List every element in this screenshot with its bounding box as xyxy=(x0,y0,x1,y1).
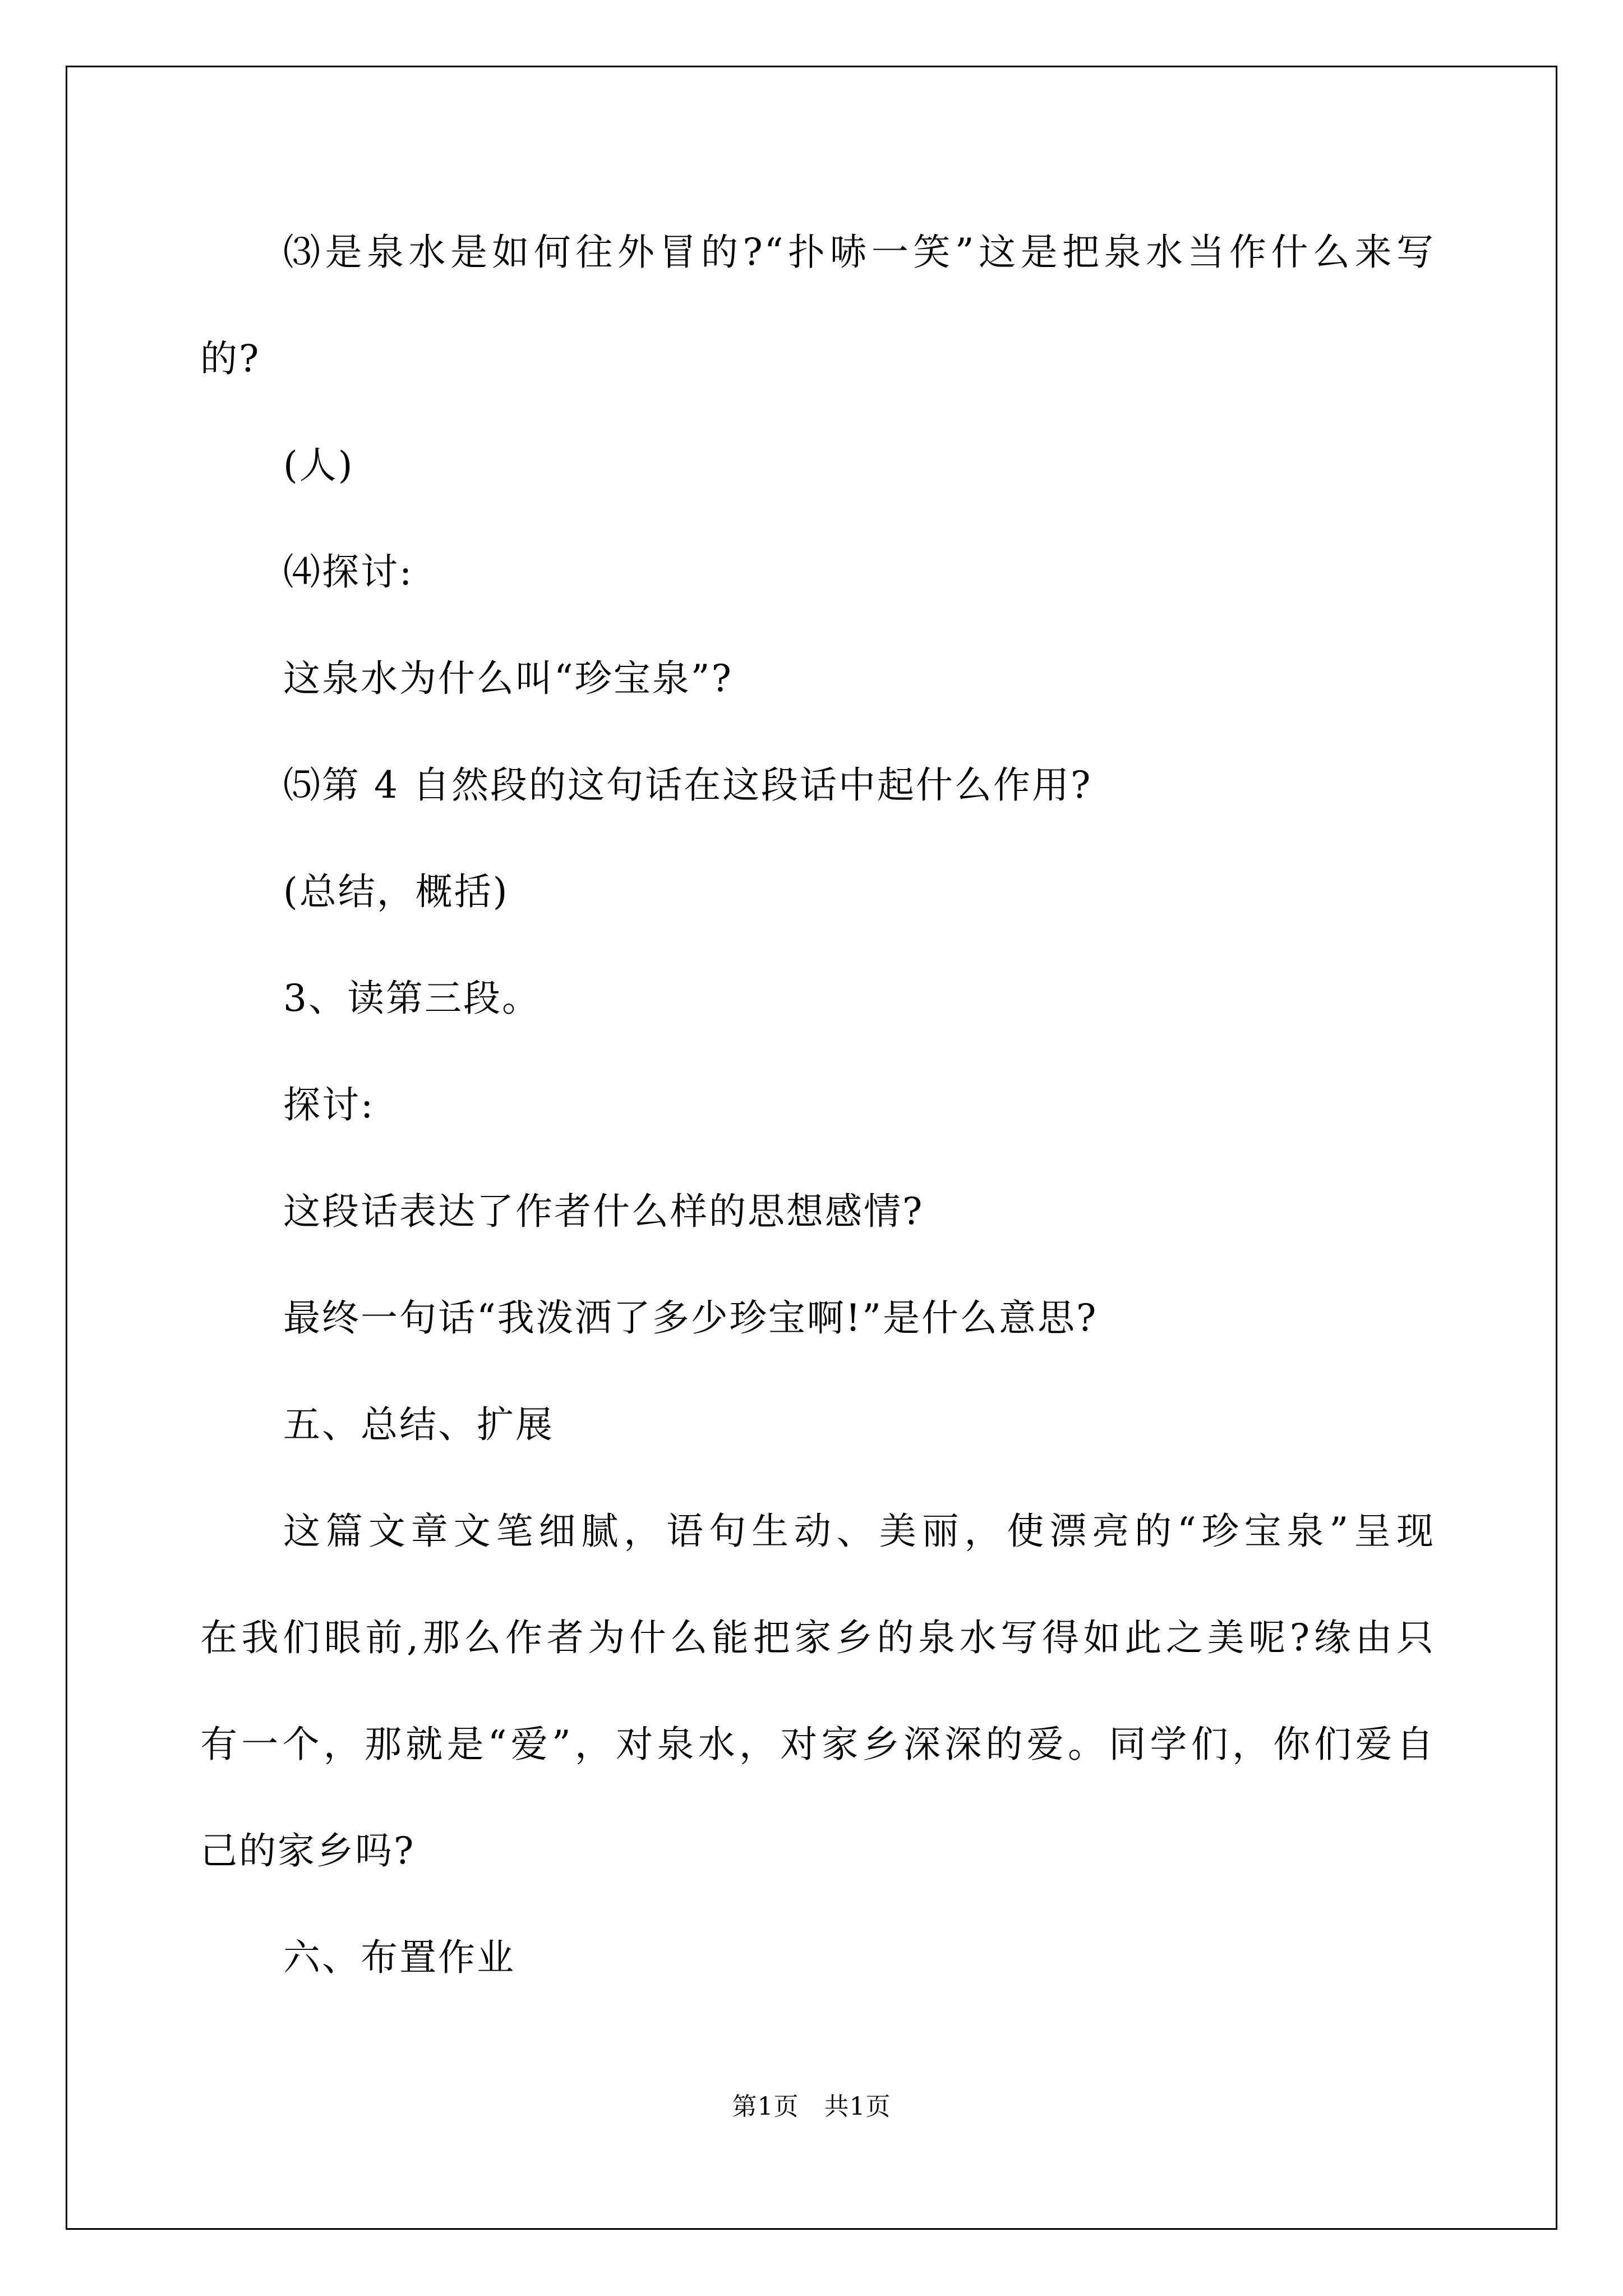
paragraph-line-3: 有一个，那就是“爱”，对泉水，对家乡深深的爱。同学们，你们爱自 xyxy=(200,1723,1435,1766)
paragraph-line-2: 在我们眼前,那么作者为什么能把家乡的泉水写得如此之美呢?缘由只 xyxy=(200,1616,1435,1659)
text-line-answer-person: (人) xyxy=(283,444,354,487)
text-line-read-third: 3、读第三段。 xyxy=(283,977,541,1020)
text-line-q3-continued: 的? xyxy=(200,337,261,380)
page-border xyxy=(66,66,1557,2230)
text-line-q4-question: 这泉水为什么叫“珍宝泉”? xyxy=(283,657,733,700)
text-line-feeling-question: 这段话表达了作者什么样的思想感情? xyxy=(283,1190,924,1233)
text-line-discuss: 探讨: xyxy=(283,1083,375,1126)
page-footer: 第1页 共1页 xyxy=(732,2092,891,2121)
section-heading-summary: 五、总结、扩展 xyxy=(283,1403,554,1446)
text-line-q4: ⑷探讨: xyxy=(283,550,414,593)
text-line-answer-summary: (总结，概括) xyxy=(283,870,509,913)
text-line-q5: ⑸第 4 自然段的这句话在这段话中起什么作用? xyxy=(283,763,1092,807)
section-heading-homework: 六、布置作业 xyxy=(283,1936,515,1979)
paragraph-line-4: 己的家乡吗? xyxy=(200,1829,416,1872)
paragraph-line-1: 这篇文章文笔细腻，语句生动、美丽，使漂亮的“珍宝泉”呈现 xyxy=(283,1510,1435,1553)
text-line-last-sentence-question: 最终一句话“我泼洒了多少珍宝啊!”是什么意思? xyxy=(283,1296,1098,1340)
text-line-q3: ⑶是泉水是如何往外冒的?“扑哧一笑”这是把泉水当作什么来写 xyxy=(283,231,1435,274)
